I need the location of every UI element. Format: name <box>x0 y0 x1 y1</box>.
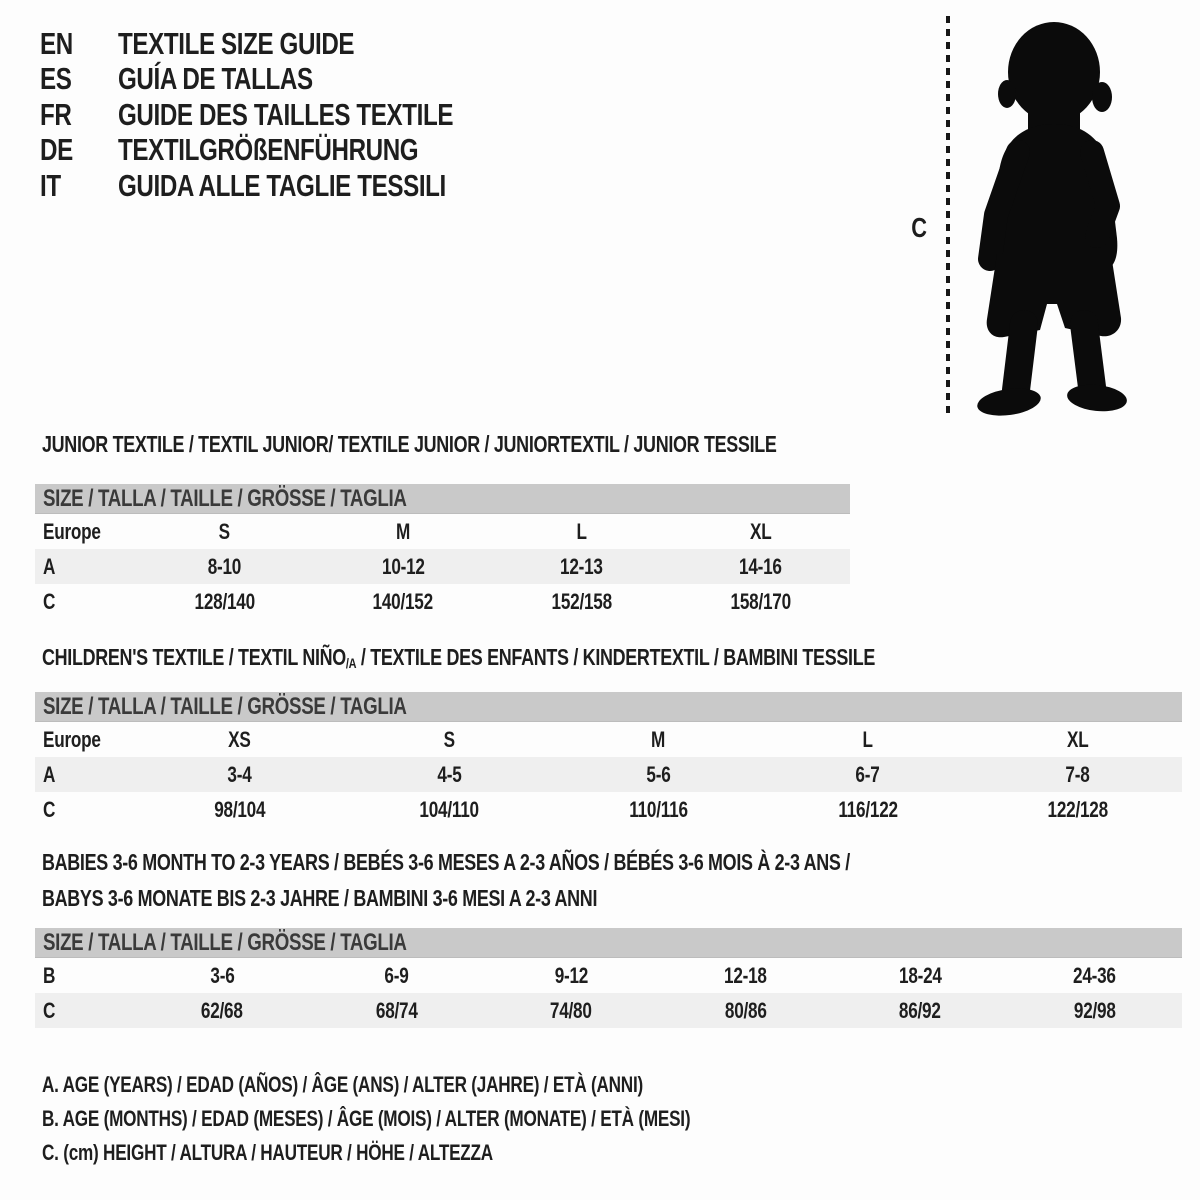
cell-value: 12-13 <box>560 553 604 579</box>
cell-value: XL <box>749 518 772 544</box>
size-header-bar: SIZE / TALLA / TAILLE / GRÖSSE / TAGLIA <box>35 928 1182 958</box>
junior-size-table <box>35 484 850 619</box>
size-header-bar: SIZE / TALLA / TAILLE / GRÖSSE / TAGLIA <box>35 692 1182 722</box>
cell-value: 80/86 <box>724 997 767 1023</box>
cell-value: 5-6 <box>646 761 671 787</box>
cell-value: L <box>576 518 587 544</box>
language-row-it <box>40 168 548 204</box>
table-row-europe <box>35 514 850 549</box>
title-subscript: /A <box>345 655 357 671</box>
row-label: A <box>43 553 56 579</box>
cell-value: S <box>443 726 455 752</box>
babies-section-title-line1: BABIES 3-6 MONTH TO 2-3 YEARS / BEBÉS 3-6 MESES A 2-3 AÑOS / BÉBÉS 3-6 MOIS À 2-3 ANS / <box>42 849 850 875</box>
cell-value: 128/140 <box>194 588 255 614</box>
language-code: FR <box>40 96 72 132</box>
cell-value: 12-18 <box>724 962 768 988</box>
cell-value: 24-36 <box>1073 962 1117 988</box>
legend-line-b: B. AGE (MONTHS) / EDAD (MESES) / ÂGE (MOIS) / ALTER (MONATE) / ETÀ (MESI) <box>42 1106 691 1131</box>
cell-value: 74/80 <box>550 997 593 1023</box>
language-label: GUIDA ALLE TAGLIE TESSILI <box>118 167 446 203</box>
table-row-height-cm <box>35 792 1182 827</box>
cell-value: 104/110 <box>419 796 479 822</box>
cell-value: M <box>396 518 411 544</box>
cell-value: 4-5 <box>437 761 462 787</box>
row-label: A <box>43 761 56 787</box>
cell-value: 6-9 <box>384 962 409 988</box>
cell-value: 116/122 <box>838 796 898 822</box>
cell-value: 98/104 <box>214 796 266 822</box>
cell-value: 62/68 <box>201 997 244 1023</box>
table-row-age-years <box>35 549 850 584</box>
table-row-height-cm <box>35 993 1182 1028</box>
cell-value: S <box>218 518 230 544</box>
cell-value: 7-8 <box>1065 761 1090 787</box>
cell-value: 3-4 <box>227 761 252 787</box>
language-label: GUIDE DES TAILLES TEXTILE <box>118 96 454 132</box>
language-label: TEXTILGRÖßENFÜHRUNG <box>118 132 419 168</box>
table-row-height-cm <box>35 584 850 619</box>
table-row-age-months <box>35 958 1182 993</box>
children-section-title: CHILDREN'S TEXTILE / TEXTIL NIÑO/A / TEXTILE DES ENFANTS / KINDERTEXTIL / BAMBINI TESSILE <box>42 644 876 671</box>
row-label: C <box>43 997 56 1023</box>
table-row-europe <box>35 722 1182 757</box>
cell-value: 6-7 <box>855 761 880 787</box>
cell-value: M <box>651 726 666 752</box>
cell-value: 68/74 <box>375 997 418 1023</box>
table-row-age-years <box>35 757 1182 792</box>
language-code: ES <box>40 61 72 97</box>
language-code: DE <box>40 132 73 168</box>
cell-value: 14-16 <box>739 553 782 579</box>
language-row-en <box>40 26 548 62</box>
babies-section-title-line2: BABYS 3-6 MONATE BIS 2-3 JAHRE / BAMBINI 3-6 MESI A 2-3 ANNI <box>42 885 598 911</box>
cell-value: 92/98 <box>1073 997 1116 1023</box>
children-size-table <box>35 692 1182 827</box>
measure-legend <box>42 1068 873 1170</box>
size-header-bar: SIZE / TALLA / TAILLE / GRÖSSE / TAGLIA <box>35 484 850 514</box>
cell-value: 3-6 <box>210 962 235 988</box>
row-label: B <box>43 962 56 988</box>
row-label: Europe <box>43 726 101 752</box>
cell-value: 152/158 <box>551 588 613 614</box>
height-measure-label: C <box>911 212 927 243</box>
language-label: TEXTILE SIZE GUIDE <box>118 25 355 61</box>
cell-value: 9-12 <box>554 962 588 988</box>
language-list <box>40 26 548 204</box>
row-label: C <box>43 796 56 822</box>
cell-value: 8-10 <box>207 553 242 579</box>
legend-line-c: C. (cm) HEIGHT / ALTURA / HAUTEUR / HÖHE / ALTEZZA <box>42 1140 493 1165</box>
language-row-fr <box>40 97 548 133</box>
row-label: C <box>43 588 56 614</box>
cell-value: XL <box>1066 726 1089 752</box>
toddler-silhouette-icon <box>966 12 1142 420</box>
cell-value: XS <box>228 726 251 752</box>
cell-value: 18-24 <box>898 962 942 988</box>
cell-value: 122/128 <box>1047 796 1108 822</box>
cell-value: 10-12 <box>381 553 425 579</box>
cell-value: 140/152 <box>372 588 434 614</box>
babies-size-table <box>35 928 1182 1028</box>
height-measure-dashed-line <box>946 16 950 416</box>
language-code: EN <box>40 25 73 61</box>
language-label: GUÍA DE TALLAS <box>118 61 313 97</box>
cell-value: 158/170 <box>730 588 791 614</box>
cell-value: L <box>862 726 874 752</box>
cell-value: 110/116 <box>629 796 688 822</box>
language-row-de <box>40 133 548 169</box>
language-code: IT <box>40 167 61 203</box>
row-label: Europe <box>43 518 101 544</box>
language-row-es <box>40 62 548 98</box>
legend-line-a: A. AGE (YEARS) / EDAD (AÑOS) / ÂGE (ANS) / ALTER (JAHRE) / ETÀ (ANNI) <box>42 1072 643 1097</box>
cell-value: 86/92 <box>899 997 942 1023</box>
junior-section-title: JUNIOR TEXTILE / TEXTIL JUNIOR/ TEXTILE JUNIOR / JUNIORTEXTIL / JUNIOR TESSILE <box>42 431 777 457</box>
